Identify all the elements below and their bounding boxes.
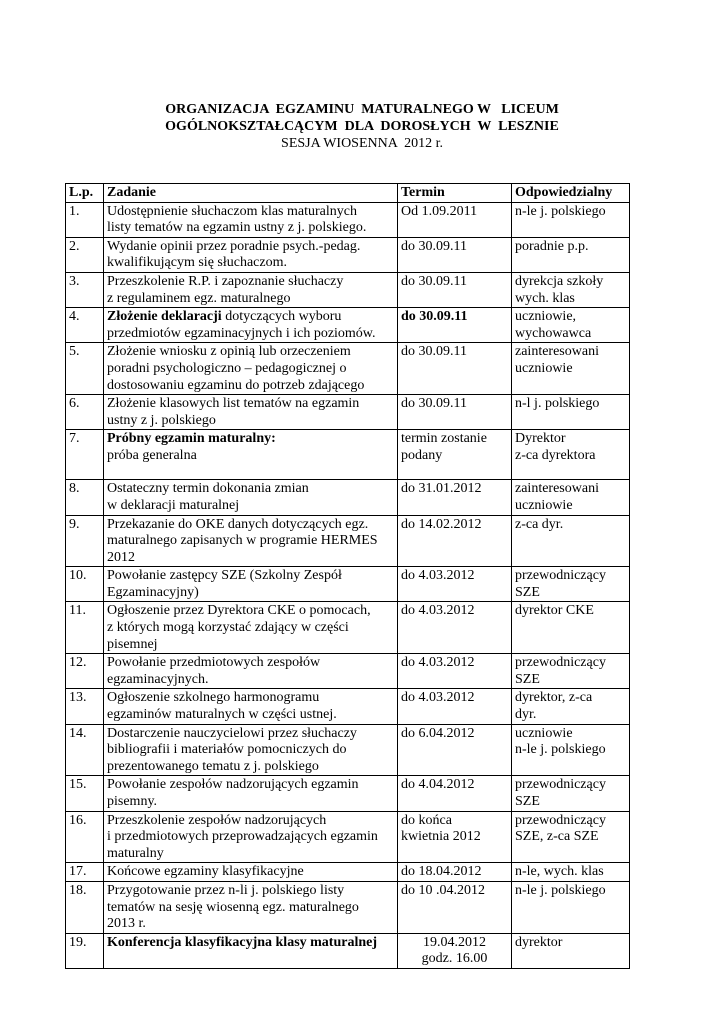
date-line: do 14.02.2012 <box>401 516 482 532</box>
task-line: i przedmiotowych przeprowadzających egzamin <box>107 829 378 845</box>
row-number: 19. <box>66 933 104 968</box>
responsible-line: dyrektor CKE <box>515 603 594 619</box>
task-cell <box>104 272 398 307</box>
header-task: Zadanie <box>104 184 398 203</box>
responsible-line: n-le j. polskiego <box>515 882 606 898</box>
date-cell <box>398 515 512 567</box>
date-cell <box>398 776 512 811</box>
task-line: w deklaracji maturalnej <box>107 497 240 513</box>
task-line: Wydanie opinii przez poradnie psych.-pedag. <box>107 238 361 254</box>
responsible-line: przewodniczący <box>515 568 606 584</box>
responsible-line: uczniowie <box>515 725 573 741</box>
date-line: do 30.09.11 <box>401 344 467 360</box>
task-line: Przeszkolenie R.P. i zapoznanie słuchaczy <box>107 273 344 289</box>
responsible-line: przewodniczący <box>515 812 606 828</box>
responsible-line: dyrektor <box>515 934 563 950</box>
responsible-line: n-l j. polskiego <box>515 396 600 412</box>
date-line: do 4.03.2012 <box>401 603 475 619</box>
date-line: do 30.09.11 <box>401 273 467 289</box>
row-number: 3. <box>66 272 104 307</box>
table-row <box>66 395 630 430</box>
date-cell <box>398 430 512 480</box>
date-line: kwietnia 2012 <box>401 829 481 845</box>
task-line: 2012 <box>107 549 135 565</box>
title-line-2: OGÓLNOKSZTAŁCĄCYM DLA DOROSŁYCH W LESZNIE <box>165 119 559 134</box>
table-row <box>66 515 630 567</box>
task-line: Złożenie klasowych list tematów na egzamin <box>107 396 360 412</box>
responsible-cell <box>512 308 630 343</box>
row-number: 9. <box>66 515 104 567</box>
responsible-cell <box>512 272 630 307</box>
task-line: z których mogą korzystać zdający w części <box>107 620 349 636</box>
task-line: Ostateczny termin dokonania zmian <box>107 481 309 497</box>
responsible-cell <box>512 863 630 882</box>
date-cell <box>398 881 512 933</box>
date-cell <box>398 343 512 395</box>
task-cell <box>104 776 398 811</box>
date-line: Od 1.09.2011 <box>401 203 478 219</box>
task-line: kwalifikującym się słuchaczom. <box>107 255 287 271</box>
responsible-cell <box>512 567 630 602</box>
task-line: Udostępnienie słuchaczom klas maturalnych <box>107 203 357 219</box>
responsible-line: wychowawca <box>515 325 592 341</box>
row-number: 16. <box>66 811 104 863</box>
task-line: egzaminacyjnych. <box>107 671 209 687</box>
row-number: 17. <box>66 863 104 882</box>
task-line: próba generalna <box>107 447 197 463</box>
table-row <box>66 811 630 863</box>
task-cell <box>104 343 398 395</box>
responsible-cell <box>512 811 630 863</box>
task-cell <box>104 480 398 515</box>
row-number: 12. <box>66 654 104 689</box>
table-header-row <box>66 184 630 203</box>
responsible-cell <box>512 602 630 654</box>
schedule-table <box>65 183 630 969</box>
task-line: Przekazanie do OKE danych dotyczących egz. <box>107 516 369 532</box>
date-cell <box>398 654 512 689</box>
responsible-line: n-le, wych. klas <box>515 864 604 880</box>
task-cell <box>104 602 398 654</box>
task-cell <box>104 881 398 933</box>
title-line-1: ORGANIZACJA EGZAMINU MATURALNEGO W LICEUM <box>165 102 559 117</box>
responsible-line: SZE <box>515 584 540 600</box>
responsible-line: z-ca dyrektora <box>515 447 596 463</box>
row-number: 6. <box>66 395 104 430</box>
task-line: przedmiotów egzaminacyjnych i ich poziomów. <box>107 325 376 341</box>
table-row <box>66 343 630 395</box>
responsible-line: uczniowie <box>515 497 573 513</box>
table-row <box>66 308 630 343</box>
row-number: 5. <box>66 343 104 395</box>
task-line: Konferencja klasyfikacyjna klasy maturalnej <box>107 934 378 950</box>
task-line: prezentowanego tematu z j. polskiego <box>107 758 319 774</box>
table-row <box>66 272 630 307</box>
responsible-line: n-le j. polskiego <box>515 742 606 758</box>
responsible-line: wych. klas <box>515 290 575 306</box>
task-cell <box>104 308 398 343</box>
task-cell <box>104 430 398 480</box>
task-cell <box>104 395 398 430</box>
date-line: termin zostanie <box>401 431 487 447</box>
row-number: 18. <box>66 881 104 933</box>
task-line: bibliografii i materiałów pomocniczych do <box>107 742 347 758</box>
date-cell <box>398 480 512 515</box>
table-row <box>66 776 630 811</box>
task-line: ustny z j. polskiego <box>107 412 216 428</box>
task-line: poradni psychologiczno – pedagogicznej o <box>107 360 347 376</box>
responsible-line: przewodniczący <box>515 777 606 793</box>
responsible-line: uczniowie, <box>515 309 577 325</box>
date-cell <box>398 863 512 882</box>
date-line: do 30.09.11 <box>401 238 467 254</box>
task-cell <box>104 237 398 272</box>
date-cell <box>398 689 512 724</box>
date-line: do 30.09.11 <box>401 396 467 412</box>
responsible-cell <box>512 343 630 395</box>
row-number: 4. <box>66 308 104 343</box>
row-number: 13. <box>66 689 104 724</box>
date-cell <box>398 567 512 602</box>
header-date: Termin <box>398 184 512 203</box>
responsible-line: poradnie p.p. <box>515 238 589 254</box>
row-number: 14. <box>66 724 104 776</box>
row-number: 2. <box>66 237 104 272</box>
date-line: do 31.01.2012 <box>401 481 482 497</box>
row-number: 8. <box>66 480 104 515</box>
responsible-line: z-ca dyr. <box>515 516 564 532</box>
task-line: Ogłoszenie szkolnego harmonogramu <box>107 690 320 706</box>
responsible-line: dyr. <box>515 707 537 723</box>
date-line: 19.04.2012 <box>423 934 486 950</box>
table-body <box>66 202 630 968</box>
table-row <box>66 430 630 480</box>
responsible-cell <box>512 515 630 567</box>
responsible-cell <box>512 202 630 237</box>
task-cell <box>104 515 398 567</box>
date-cell <box>398 724 512 776</box>
responsible-cell <box>512 724 630 776</box>
task-line: Ogłoszenie przez Dyrektora CKE o pomocach, <box>107 603 371 619</box>
table-row <box>66 933 630 968</box>
responsible-cell <box>512 654 630 689</box>
date-cell <box>398 933 512 968</box>
task-line: 2013 r. <box>107 916 146 932</box>
date-line: do 6.04.2012 <box>401 725 475 741</box>
table-row <box>66 567 630 602</box>
task-cell <box>104 567 398 602</box>
table-row <box>66 480 630 515</box>
task-line: Egzaminacyjny) <box>107 584 199 600</box>
task-line: tematów na sesję wiosenną egz. maturalnego <box>107 899 359 915</box>
date-cell <box>398 308 512 343</box>
date-cell <box>398 272 512 307</box>
date-line: do 4.03.2012 <box>401 568 475 584</box>
responsible-line: dyrektor, z-ca <box>515 690 593 706</box>
header-responsible: Odpowiedzialny <box>512 184 630 203</box>
task-bold-line: Próbny egzamin maturalny: <box>107 431 276 447</box>
responsible-line: SZE <box>515 671 540 687</box>
task-line: Dostarczenie nauczycielowi przez słuchaczy <box>107 725 357 741</box>
date-line: godz. 16.00 <box>421 951 488 967</box>
task-cell <box>104 933 398 968</box>
date-line: do 4.04.2012 <box>401 777 475 793</box>
row-number: 11. <box>66 602 104 654</box>
date-cell <box>398 811 512 863</box>
responsible-cell <box>512 430 630 480</box>
responsible-line: przewodniczący <box>515 655 606 671</box>
task-cell <box>104 811 398 863</box>
title-line-3: SESJA WIOSENNA 2012 r. <box>281 136 443 151</box>
task-line: z regulaminem egz. maturalnego <box>107 290 291 306</box>
document-title <box>0 101 724 152</box>
responsible-line: SZE <box>515 794 540 809</box>
responsible-cell <box>512 881 630 933</box>
responsible-cell <box>512 395 630 430</box>
task-line: Złożenie wniosku z opinią lub orzeczeniem <box>107 344 351 360</box>
task-line: pisemnej <box>107 636 158 652</box>
task-line: Przygotowanie przez n-li j. polskiego listy <box>107 882 345 898</box>
row-number: 10. <box>66 567 104 602</box>
task-line: maturalny <box>107 845 164 861</box>
table-row <box>66 689 630 724</box>
date-line: do 30.09.11 <box>401 309 468 325</box>
responsible-cell <box>512 237 630 272</box>
date-line: do 4.03.2012 <box>401 690 475 706</box>
table-row <box>66 881 630 933</box>
task-line <box>107 309 394 326</box>
responsible-line: uczniowie <box>515 360 573 376</box>
task-line: Końcowe egzaminy klasyfikacyjne <box>107 864 304 880</box>
task-bold-text: Złożenie deklaracji <box>107 309 222 325</box>
row-number: 1. <box>66 202 104 237</box>
responsible-line: zainteresowani <box>515 344 599 360</box>
responsible-line: dyrekcja szkoły <box>515 273 604 289</box>
table-row <box>66 724 630 776</box>
responsible-line: zainteresowani <box>515 481 599 497</box>
date-line: do 18.04.2012 <box>401 864 482 880</box>
date-cell <box>398 202 512 237</box>
task-cell <box>104 689 398 724</box>
date-line: podany <box>401 447 443 463</box>
task-line: egzaminów maturalnych w części ustnej. <box>107 707 337 723</box>
task-line: Powołanie zastępcy SZE (Szkolny Zespół <box>107 568 342 584</box>
task-cell <box>104 724 398 776</box>
responsible-cell <box>512 933 630 968</box>
task-cell <box>104 863 398 882</box>
responsible-cell <box>512 689 630 724</box>
table-row <box>66 863 630 882</box>
table-row <box>66 202 630 237</box>
date-cell <box>398 602 512 654</box>
task-line: Powołanie zespołów nadzorujących egzamin <box>107 777 359 793</box>
table-row <box>66 602 630 654</box>
date-cell <box>398 237 512 272</box>
task-text: dotyczących wyboru <box>221 309 342 325</box>
responsible-cell <box>512 480 630 515</box>
row-number: 7. <box>66 430 104 480</box>
responsible-cell <box>512 776 630 811</box>
table-row <box>66 237 630 272</box>
task-line: Przeszkolenie zespołów nadzorujących <box>107 812 327 828</box>
task-line: maturalnego zapisanych w programie HERMES <box>107 533 378 549</box>
date-line: do 4.03.2012 <box>401 655 475 671</box>
table-row <box>66 654 630 689</box>
task-line: Powołanie przedmiotowych zespołów <box>107 655 321 671</box>
task-line: pisemny. <box>107 794 158 809</box>
task-line: listy tematów na egzamin ustny z j. polskiego. <box>107 220 367 236</box>
responsible-line: n-le j. polskiego <box>515 203 606 219</box>
date-line: do końca <box>401 812 452 828</box>
header-lp: L.p. <box>66 184 104 203</box>
row-number: 15. <box>66 776 104 811</box>
task-cell <box>104 654 398 689</box>
date-cell <box>398 395 512 430</box>
task-line: dostosowaniu egzaminu do potrzeb zdającego <box>107 377 365 393</box>
responsible-line: Dyrektor <box>515 431 566 447</box>
task-cell <box>104 202 398 237</box>
date-line: do 10 .04.2012 <box>401 882 485 898</box>
responsible-line: SZE, z-ca SZE <box>515 829 599 845</box>
